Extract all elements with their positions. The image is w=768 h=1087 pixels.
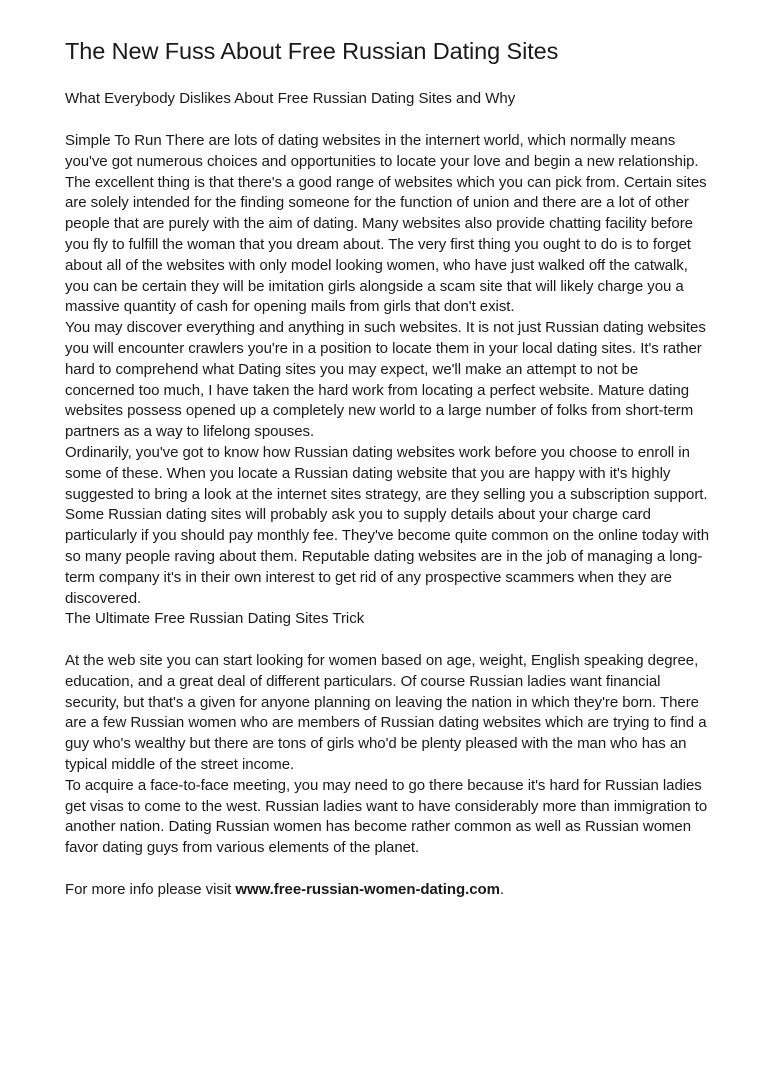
section-heading: The Ultimate Free Russian Dating Sites Trick [65, 610, 365, 628]
footer-suffix: . [499, 880, 505, 898]
page-subtitle: What Everybody Dislikes About Free Russian Dating Sites and Why [65, 90, 516, 107]
paragraph-1: Simple To Run There are lots of dating websites in the internert world, which normally means you've got numerous choices and opportunities to locate your love and begin a new relationship. The excellent thing is that there's a good range of websites which you can pick from. Certain sites are solely intended for the finding someone for the function of union and there are a lot of other people that are purely with the aim of dating. Many websites also provide chatting facility before you fly to fulfill the woman that you dream about. The very first thing you ought to do is to forget about all of the websites with only model looking women, who have just walked off the catwalk, you can be certain they will be imitation girls alongside a scam site that will likely charge you a massive quantity of cash for opening mails from girls that don't exist. [65, 132, 707, 316]
website-link[interactable]: www.free-russian-women-dating.com [235, 880, 500, 898]
paragraph-5: To acquire a face-to-face meeting, you may need to go there because it's hard for Russian ladies get visas to come to the west. Russian ladies want to have considerably more than immigration to another nation. Dating Russian women has become rather common as well as Russian women favor dating guys from various elements of the planet. [65, 776, 708, 857]
spacer [65, 859, 710, 880]
page-title: The New Fuss About Free Russian Dating Sites [65, 38, 559, 64]
paragraph-4: At the web site you can start looking for women based on age, weight, English speaking degree, education, and a great deal of different particulars. Of course Russian ladies want financial security, but that's a given for anyone planning on leaving the nation in which they're born. There are a few Russian women who are members of Russian dating websites which are trying to find a guy who's wealthy but there are tons of girls who'd be plenty pleased with the man who has an typical middle of the street income. [65, 651, 707, 773]
document-page [65, 36, 710, 900]
paragraph-3: Ordinarily, you've got to know how Russian dating websites work before you choose to enroll in some of these. When you locate a Russian dating website that you are happy with it's highly suggested to bring a look at the internet sites strategy, are they selling you a subscription support. Some Russian dating sites will probably ask you to supply details about your charge card particularly if you should pay monthly fee. They've become quite common on the online today with so many people raving about them. Reputable dating websites are in the job of managing a long-term company it's in their own interest to get rid of any prospective scammers when they are discovered. [65, 443, 709, 607]
footer-line [65, 880, 710, 901]
footer-prefix: For more info please visit [65, 880, 236, 898]
paragraph-2: You may discover everything and anything in such websites. It is not just Russian dating websites you will encounter crawlers you're in a position to locate them in your local dating sites. It's rather hard to comprehend what Dating sites you may expect, we'll make an attempt to not be concerned too much, I have taken the hard work from locating a perfect website. Mature dating websites possess opened up a completely new world to a large number of folks from short-term partners as a way to lifelong spouses. [65, 319, 706, 441]
